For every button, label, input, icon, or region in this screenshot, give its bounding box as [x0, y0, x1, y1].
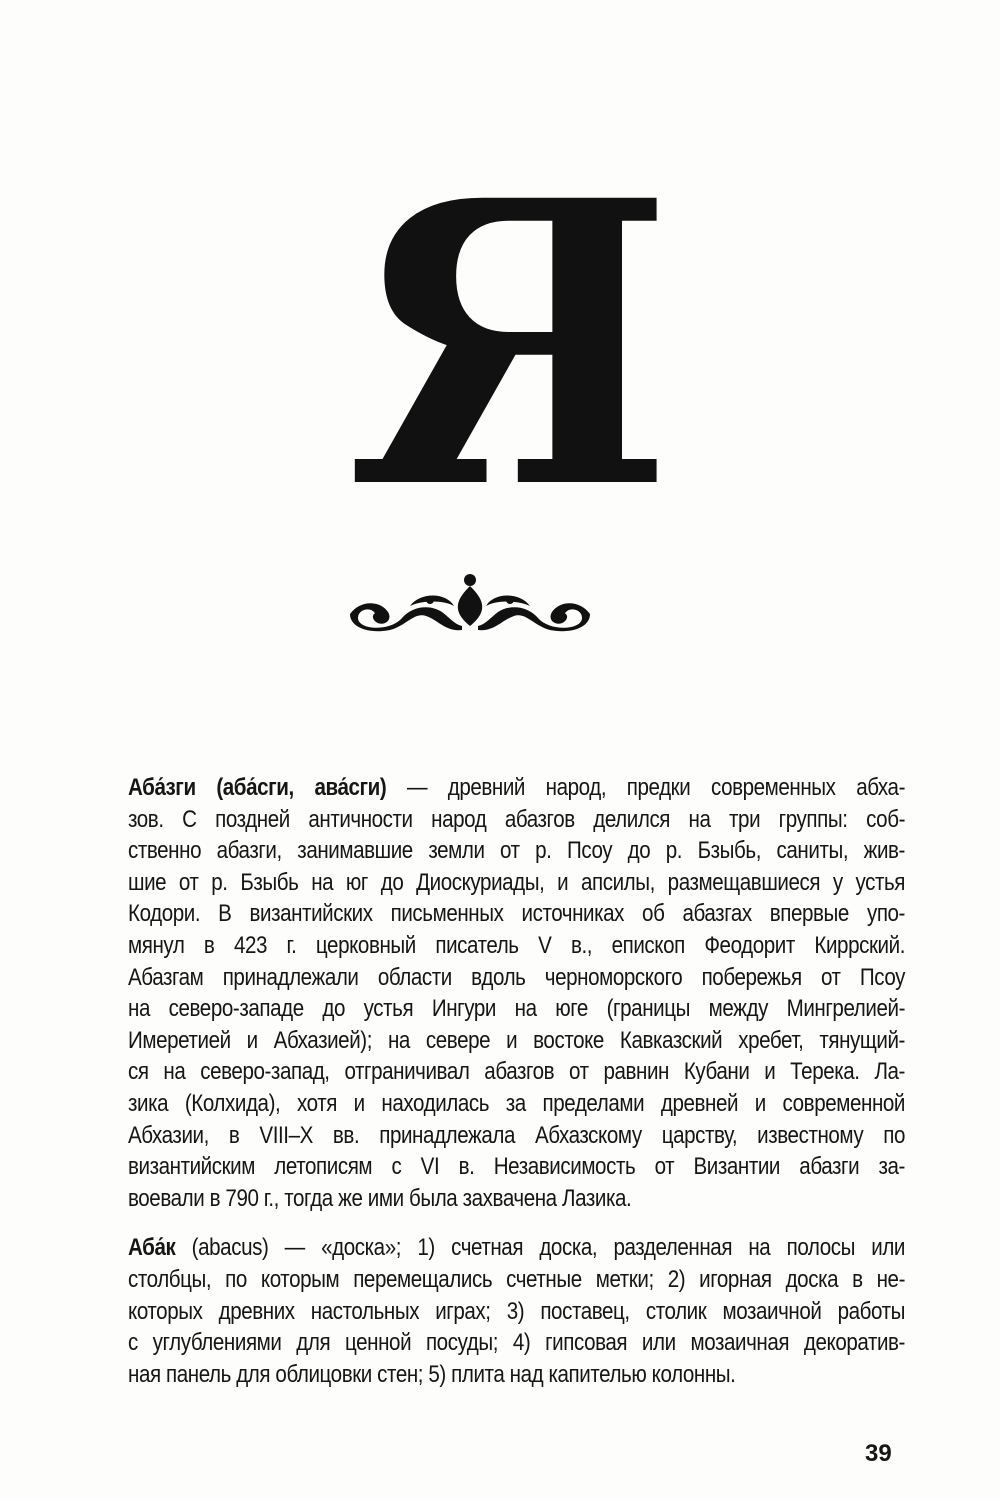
page-number: 39	[865, 1440, 892, 1467]
entry-text-line: Абхазии, в VIII–X вв. принадлежала Абхазскому царству, известному по	[128, 1121, 905, 1149]
entry-text-line: с углублениями для ценной посуды; 4) гипсовая или мозаичная декоратив-	[128, 1329, 905, 1357]
entry-term: Аба́зги (аба́сги, ава́сги)	[128, 774, 387, 801]
entry-text-line: ственно абазги, занимавшие земли от р. Псоу до р. Бзыбь, саниты, жив-	[128, 837, 905, 865]
entry-text-line: ся на северо-запад, отграничивал абазгов от равнин Кубани и Терека. Ла-	[128, 1058, 905, 1086]
entry-text-line: Кодори. В византийских письменных источниках об абазгах впервые упо-	[128, 900, 905, 928]
entry-text-line: зика (Колхида), хотя и находилась за пределами древней и современной	[128, 1089, 905, 1117]
entry-text-line: воевали в 790 г., тогда же ими была захвачена Лазика.	[128, 1184, 632, 1212]
entry-text-line: византийским летописям с VI в. Независимость от Византии абазги за-	[128, 1153, 905, 1181]
entry-text-line: ная панель для облицовки стен; 5) плита над капителью колонны.	[128, 1360, 736, 1388]
entry-text-line: (abacus) — «доска»; 1) счетная доска, разделенная на полосы или	[191, 1234, 906, 1262]
dictionary-entry-abak	[128, 1232, 905, 1390]
entry-text-line: Абазгам принадлежали области вдоль черноморского побережья от Псоу	[128, 963, 905, 991]
entry-text-line: Имеретией и Абхазией); на севере и востоке Кавказский хребет, тянущий-	[128, 1026, 905, 1054]
entry-text-line: — древний народ, предки современных абха-	[406, 774, 906, 801]
entry-text-line: которых древних настольных играх; 3) поставец, столик мозаичной работы	[128, 1297, 905, 1325]
entry-text-line: мянул в 423 г. церковный писатель V в., епископ Феодорит Киррский.	[128, 931, 905, 959]
ornament-divider-icon	[350, 570, 590, 635]
entry-term: Аба́к	[128, 1234, 176, 1262]
entry-text-line: шие от р. Бзыбь на юг до Диоскуриады, и апсилы, размещавшиеся у устья	[128, 868, 905, 896]
entry-text-line: на северо-западе до устья Ингури на юге (границы между Мингрелией-	[128, 995, 905, 1023]
entry-text-line: зов. С поздней античности народ абазгов делился на три группы: соб-	[128, 805, 905, 833]
dictionary-entries	[128, 772, 905, 1390]
chapter-initial-letter: Я	[346, 116, 674, 574]
dictionary-entry-abazgi	[128, 772, 905, 1214]
entry-text-line: столбцы, по которым перемещались счетные метки; 2) игорная доска в не-	[128, 1265, 905, 1293]
